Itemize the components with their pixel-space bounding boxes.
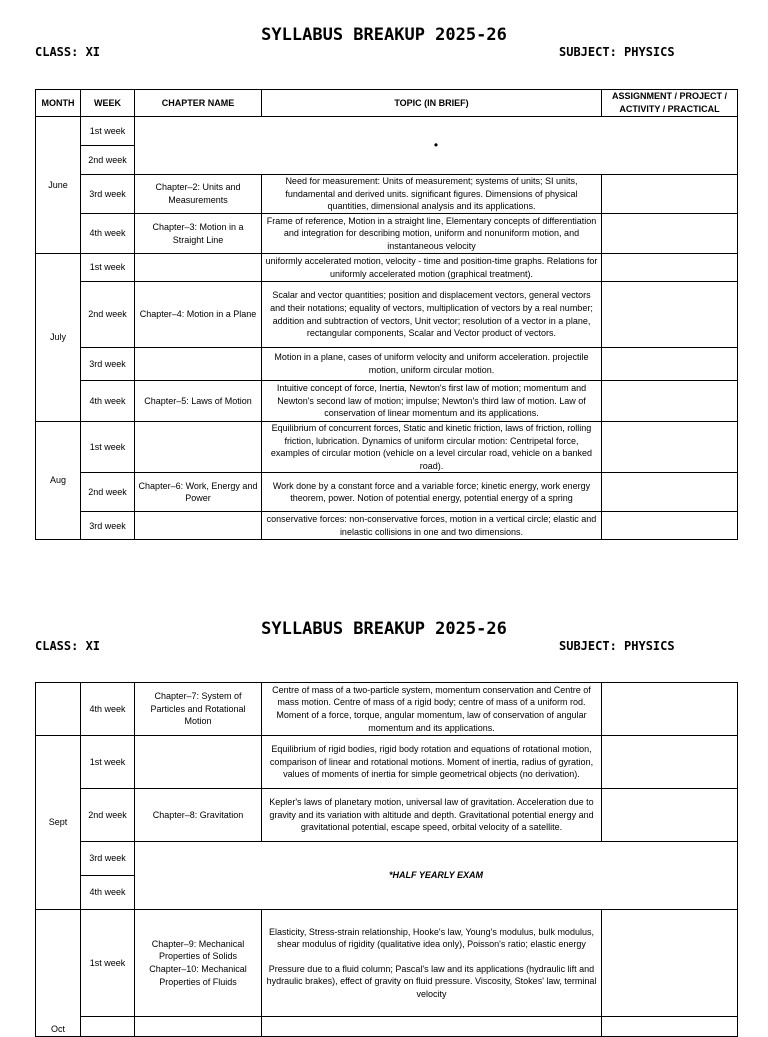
week-cell: 3rd week [81,842,135,876]
topic-cell: Kepler's laws of planetary motion, universal law of gravitation. Acceleration due to gravity and its variation with altitude and depth. Gravitational potential energy and gravitational potential, escape speed, orbital velocity of a satellite. [262,789,602,842]
month-cell: Aug [36,422,81,540]
half-yearly-exam-label: *HALF YEARLY EXAM [388,870,483,881]
assignment-cell [602,473,738,512]
syllabus-table-page2 [35,682,738,1037]
assignment-cell [602,381,738,422]
header-assignment: ASSIGNMENT / PROJECT / ACTIVITY / PRACTICAL [602,90,738,117]
assignment-cell [602,214,738,254]
chapter-cell [135,422,262,473]
week-cell: 4th week [81,876,135,910]
subject-label-2: SUBJECT: PHYSICS [559,639,675,653]
assignment-cell [602,282,738,348]
topic-cell: Intuitive concept of force, Inertia, Newton's first law of motion; momentum and Newton's second law of motion; impulse; Newton's third law of motion. Law of conservation of linear momentum and its applications. [262,381,602,422]
assignment-cell [602,254,738,282]
table-row [36,789,738,842]
month-cell: July [36,254,81,422]
header-month: MONTH [36,90,81,117]
table-row [36,175,738,214]
table-row [36,381,738,422]
week-cell: 2nd week [81,473,135,512]
class-label-2: CLASS: XI [35,639,101,653]
topic-cell: Centre of mass of a two-particle system, momentum conservation and Centre of mass motion. Centre of mass of a rigid body; centre of mass of a uniform rod. Moment of a force, torque, angular momentum, law of conservation of angular momentum and its applications. [262,683,602,736]
table-row [36,348,738,381]
chapter-cell: Chapter–4: Motion in a Plane [135,282,262,348]
week-cell: 2nd week [81,146,135,175]
week-cell: 2nd week [81,789,135,842]
chapter-cell: Chapter–6: Work, Energy and Power [135,473,262,512]
table-row [36,910,738,1017]
class-label: CLASS: XI [35,45,101,59]
chapter-cell: Chapter–8: Gravitation [135,789,262,842]
assignment-cell [602,1017,738,1037]
table-row [36,254,738,282]
table-row [36,842,738,876]
topic-cell: Need for measurement: Units of measurement; systems of units; SI units, fundamental and derived units. significant figures. Dimensions of physical quantities, dimensional analysis and its applications. [262,175,602,214]
assignment-cell [602,789,738,842]
topic-fluids: Pressure due to a fluid column; Pascal's law and its applications (hydraulic lift and hydraulic brakes), effect of gravity on fluid pressure. Viscosity, Stokes' law, terminal velocity [266,963,597,999]
assignment-cell [602,910,738,1017]
week-cell: 1st week [81,910,135,1017]
table-row [36,422,738,473]
empty-merged-cell [135,117,738,175]
chapter-cell [135,348,262,381]
chapter-cell [135,254,262,282]
table-row [36,1017,738,1037]
topic-solids: Elasticity, Stress-strain relationship, Hooke's law, Young's modulus, bulk modulus, shear modulus of rigidity (qualitative idea only), Poisson's ratio; elastic energy [269,926,594,950]
chapter-cell: Chapter–3: Motion in a Straight Line [135,214,262,254]
chapter-fluids: Chapter–10: Mechanical Properties of Fluids [149,964,247,987]
chapter-cell [135,736,262,789]
week-cell: 3rd week [81,175,135,214]
chapter-cell [135,1017,262,1037]
exam-merged-cell [135,842,738,910]
table-row [36,214,738,254]
syllabus-table-page1 [35,89,738,540]
subject-label: SUBJECT: PHYSICS [559,45,675,59]
week-cell: 1st week [81,254,135,282]
topic-cell: Frame of reference, Motion in a straight line, Elementary concepts of differentiation and integration for describing motion, uniform and nonuniform motion, and instantaneous velocity [262,214,602,254]
month-cell: Sept [36,736,81,910]
chapter-solids: Chapter–9: Mechanical Properties of Solids [151,938,245,962]
month-cell: June [36,117,81,254]
week-cell: 3rd week [81,348,135,381]
table-row [36,282,738,348]
header-topic: TOPIC (IN BRIEF) [262,90,602,117]
assignment-cell [602,175,738,214]
page-title-2: SYLLABUS BREAKUP 2025-26 [261,619,507,639]
week-cell: 4th week [81,214,135,254]
topic-cell: Scalar and vector quantities; position and displacement vectors, general vectors and their notations; equality of vectors, multiplication of vectors by a real number; addition and subtraction of vectors, Unit vector; resolution of a vector in a plane, rectangular components, Scalar and Vector product of vectors. [262,282,602,348]
chapter-cell: Chapter–2: Units and Measurements [135,175,262,214]
header-chapter: CHAPTER NAME [135,90,262,117]
week-cell: 1st week [81,117,135,146]
assignment-cell [602,683,738,736]
topic-cell: conservative forces: non-conservative forces, motion in a vertical circle; elastic and inelastic collisions in one and two dimensions. [262,512,602,540]
chapter-cell [135,910,262,1017]
week-cell [81,1017,135,1037]
week-cell: 1st week [81,422,135,473]
topic-cell: uniformly accelerated motion, velocity - time and position-time graphs. Relations for uniformly accelerated motion (graphical treatment). [262,254,602,282]
week-cell: 3rd week [81,512,135,540]
table-row [36,512,738,540]
bullet-mark: • [433,137,439,152]
topic-cell: Equilibrium of concurrent forces, Static and kinetic friction, laws of friction, rolling friction, lubrication. Dynamics of uniform circular motion: Centripetal force, examples of circular motion (vehicle on a level circular road, vehicle on a banked road). [262,422,602,473]
assignment-cell [602,512,738,540]
assignment-cell [602,422,738,473]
table-row [36,117,738,146]
topic-cell [262,910,602,1017]
month-cell [36,683,81,736]
topic-cell [262,1017,602,1037]
chapter-cell: Chapter–7: System of Particles and Rotational Motion [135,683,262,736]
assignment-cell [602,736,738,789]
month-cell: Oct [36,910,81,1037]
topic-cell: Work done by a constant force and a variable force; kinetic energy, work energy theorem, power. Notion of potential energy, potential energy of a spring [262,473,602,512]
week-cell: 2nd week [81,282,135,348]
chapter-split [138,938,258,988]
table-row [36,473,738,512]
chapter-cell: Chapter–5: Laws of Motion [135,381,262,422]
chapter-cell [135,512,262,540]
topic-cell: Motion in a plane, cases of uniform velocity and uniform acceleration. projectile motion, uniform circular motion. [262,348,602,381]
week-cell: 1st week [81,736,135,789]
week-cell: 4th week [81,683,135,736]
week-cell: 4th week [81,381,135,422]
table-row [36,736,738,789]
page-title: SYLLABUS BREAKUP 2025-26 [261,25,507,45]
table-row [36,683,738,736]
header-week: WEEK [81,90,135,117]
topic-cell: Equilibrium of rigid bodies, rigid body rotation and equations of rotational motion, comparison of linear and rotational motions. Moment of inertia, radius of gyration, values of moments of inertia for simple geometrical objects (no derivation). [262,736,602,789]
assignment-cell [602,348,738,381]
table-header-row [36,90,738,117]
